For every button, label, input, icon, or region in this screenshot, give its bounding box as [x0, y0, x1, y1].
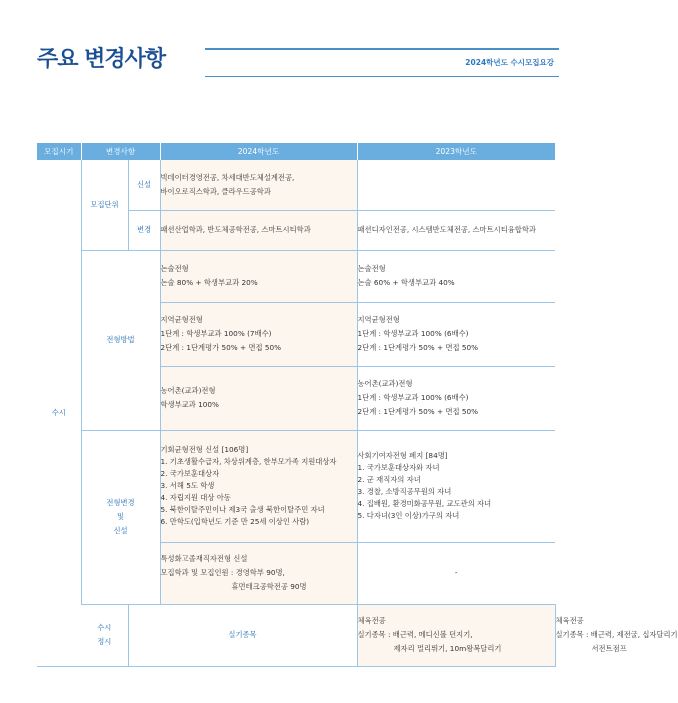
track-vocational-2023: -	[357, 542, 555, 604]
units-label: 모집단위	[81, 160, 128, 250]
col-header-change: 변경사항	[81, 143, 160, 160]
period-susi-jeongsi: 수시 정시	[81, 604, 128, 666]
track-vocational-2024: 특성화고졸재직자전형 신설 모집학과 및 모집인원 : 경영학부 90명, 휴먼테크공학전공 90명	[160, 542, 357, 604]
units-new-2024: 빅데이터경영전공, 차세대반도체설계전공, 바이오로직스학과, 클라우드공학과	[160, 160, 357, 210]
units-new-2023	[357, 160, 555, 210]
track-change-label: 전형변경 및 신설	[81, 430, 160, 604]
practical-2024: 체육전공 실기종목 : 배근력, 메디신볼 던지기, 제자리 멀리뛰기, 10m왕복달리기	[357, 604, 555, 666]
method-rural-2023: 농어촌(교과)전형 1단계 : 학생부교과 100% (6배수) 2단계 : 1단계평가 50% + 면접 50%	[357, 366, 555, 430]
table-row	[37, 160, 555, 210]
units-change-label: 변경	[128, 210, 160, 250]
table-row	[37, 430, 555, 542]
header-bottom-rule	[205, 76, 559, 77]
table-header-row	[37, 143, 555, 160]
method-regional-2024: 지역균형전형 1단계 : 학생부교과 100% (7배수) 2단계 : 1단계평가 50% + 면접 50%	[160, 302, 357, 366]
page-subtitle: 2024학년도 수시모집요강	[465, 58, 554, 67]
method-regional-2023: 지역균형전형 1단계 : 학생부교과 100% (6배수) 2단계 : 1단계평가 50% + 면접 50%	[357, 302, 555, 366]
header-top-rule	[205, 48, 559, 50]
track-opportunity-2024: 기회균형전형 신설 [106명] 1. 기초생활수급자, 차상위계층, 한부모가족 지원대상자 2. 국가보훈대상자 3. 서해 5도 학생 4. 자립지원 대상 아동 5. 북한이탈주민이나 제3국 출생 북한이탈주민 자녀 6. 만학도(입학년도 기준 만 25세 이상인 사람)	[160, 430, 357, 542]
col-header-2024: 2024학년도	[160, 143, 357, 160]
table-row	[37, 250, 555, 302]
method-essay-2023: 논술전형 논술 60% + 학생부교과 40%	[357, 250, 555, 302]
changes-table	[37, 143, 678, 667]
col-header-2023: 2023학년도	[357, 143, 555, 160]
method-essay-2024: 논술전형 논술 80% + 학생부교과 20%	[160, 250, 357, 302]
practical-label: 실기종목	[128, 604, 357, 666]
method-rural-2024: 농어촌(교과)전형 학생부교과 100%	[160, 366, 357, 430]
col-header-period: 모집시기	[37, 143, 81, 160]
units-change-2023: 패션디자인전공, 시스템반도체전공, 스마트시티융합학과	[357, 210, 555, 250]
units-change-2024: 패션산업학과, 반도체공학전공, 스마트시티학과	[160, 210, 357, 250]
table-row: 수시 정시 실기종목 체육전공 실기종목 : 배근력, 메디신볼 던지기, 제자리 멀리뛰기, 10m왕복달리기 체육전공 실기종목 : 배근력, 제전굴, 십자달리기 서전트점프	[37, 604, 555, 666]
track-contributor-2023: 사회기여자전형 폐지 [84명] 1. 국가보훈대상자와 자녀 2. 군 재직자의 자녀 3. 경찰, 소방직공무원의 자녀 4. 집배원, 환경미화공무원, 교도관의 자녀 5. 다자녀(3인 이상)가구의 자녀	[357, 430, 555, 542]
units-new-label: 신설	[128, 160, 160, 210]
page-title: 주요 변경사항	[37, 47, 166, 72]
method-label: 전형방법	[81, 250, 160, 430]
period-susi: 수시	[37, 160, 81, 666]
